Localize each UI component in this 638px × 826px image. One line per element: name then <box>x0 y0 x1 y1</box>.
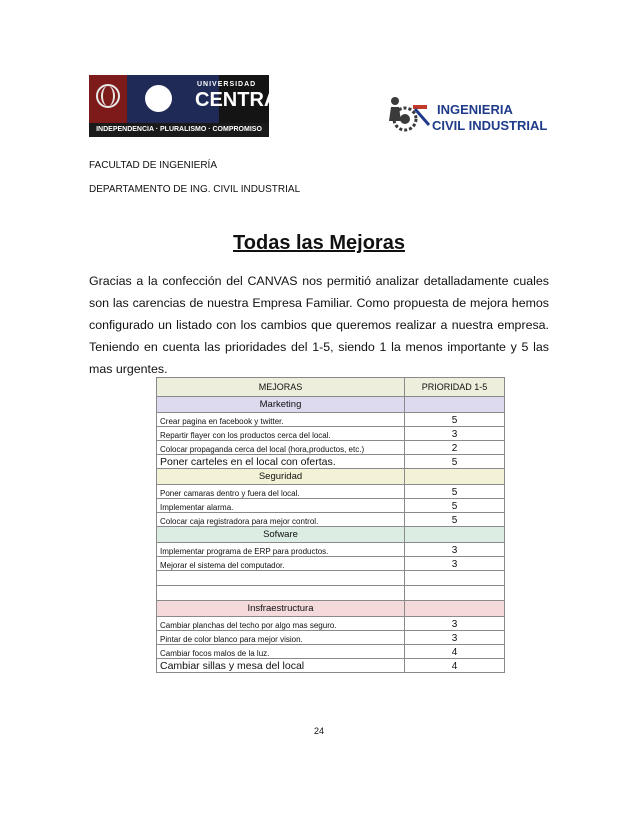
improvement-cell: Poner carteles en el local con ofertas. <box>157 455 405 469</box>
improvement-cell: Poner camaras dentro y fuera del local. <box>157 485 405 499</box>
section-title: Sofware <box>157 527 405 543</box>
priority-cell: 4 <box>405 645 505 659</box>
improvement-cell: Colocar caja registradora para mejor control. <box>157 513 405 527</box>
globe-icon <box>96 84 120 108</box>
improvement-cell: Colocar propaganda cerca del local (hora,productos, etc.) <box>157 441 405 455</box>
priority-cell: 3 <box>405 543 505 557</box>
improvement-cell <box>157 571 405 586</box>
table-row <box>157 659 505 673</box>
logo-red-band <box>89 75 127 123</box>
priority-cell <box>405 571 505 586</box>
priority-cell: 5 <box>405 413 505 427</box>
section-priority-cell <box>405 397 505 413</box>
priority-cell <box>405 586 505 601</box>
logo-top-band <box>89 75 291 123</box>
improvement-cell: Implementar alarma. <box>157 499 405 513</box>
table-row <box>157 586 505 601</box>
table-row <box>157 571 505 586</box>
improvement-cell: Cambiar planchas del techo por algo mas seguro. <box>157 617 405 631</box>
table-row <box>157 513 505 527</box>
moon-emblem-icon <box>145 85 172 112</box>
improvement-cell: Pintar de color blanco para mejor vision. <box>157 631 405 645</box>
table-header-row <box>157 378 505 397</box>
priority-cell: 5 <box>405 455 505 469</box>
ici-logo-line1: INGENIERIA <box>437 102 513 117</box>
section-priority-cell <box>405 601 505 617</box>
section-row <box>157 469 505 485</box>
table-row <box>157 485 505 499</box>
priority-cell: 5 <box>405 513 505 527</box>
priority-cell: 3 <box>405 557 505 571</box>
table-row <box>157 645 505 659</box>
table-row <box>157 557 505 571</box>
column-header-prioridad: PRIORIDAD 1-5 <box>405 378 505 397</box>
section-title: Insfraestructura <box>157 601 405 617</box>
priority-cell: 3 <box>405 617 505 631</box>
improvement-cell: Cambiar sillas y mesa del local <box>157 659 405 673</box>
priority-cell: 5 <box>405 499 505 513</box>
column-header-mejoras: MEJORAS <box>157 378 405 397</box>
priority-cell: 4 <box>405 659 505 673</box>
logo-motto: INDEPENDENCIA · PLURALISMO · COMPROMISO <box>89 123 269 137</box>
improvement-cell: Repartir flayer con los productos cerca del local. <box>157 427 405 441</box>
improvement-cell: Crear pagina en facebook y twitter. <box>157 413 405 427</box>
section-priority-cell <box>405 527 505 543</box>
table-row <box>157 543 505 557</box>
table-row <box>157 455 505 469</box>
improvement-cell: Mejorar el sistema del computador. <box>157 557 405 571</box>
table-row <box>157 631 505 645</box>
table-row <box>157 413 505 427</box>
engineer-gear-icon <box>385 95 431 135</box>
department-label: DEPARTAMENTO DE ING. CIVIL INDUSTRIAL <box>89 184 301 195</box>
section-priority-cell <box>405 469 505 485</box>
section-title: Marketing <box>157 397 405 413</box>
intro-paragraph: Gracias a la confección del CANVAS nos permitió analizar detalladamente cuales son las carencias de nuestra Empresa Familiar. Como propuesta de mejora hemos configurado un listado con los cambios que queremos realizar a nuestra empresa. Teniendo en cuenta las prioridades del 1-5, siendo 1 la menos importante y 5 las mas urgentes. <box>89 274 549 376</box>
page-number: 24 <box>313 726 324 736</box>
section-title: Seguridad <box>157 469 405 485</box>
page-title: Todas las Mejoras <box>233 232 405 254</box>
priority-cell: 5 <box>405 485 505 499</box>
priority-cell: 2 <box>405 441 505 455</box>
ici-logo-line2: CIVIL INDUSTRIAL <box>432 118 548 133</box>
table-row <box>157 499 505 513</box>
logo-name-main: CENTRAL <box>195 89 291 111</box>
priority-cell: 3 <box>405 631 505 645</box>
section-row <box>157 601 505 617</box>
section-row <box>157 397 505 413</box>
table-row <box>157 617 505 631</box>
improvements-table <box>156 377 505 673</box>
section-row <box>157 527 505 543</box>
table-row <box>157 427 505 441</box>
table-row <box>157 441 505 455</box>
universidad-central-logo <box>89 75 291 137</box>
priority-cell: 3 <box>405 427 505 441</box>
improvement-cell: Cambiar focos malos de la luz. <box>157 645 405 659</box>
faculty-label: FACULTAD DE INGENIERÍA <box>89 160 217 171</box>
logo-name-top: UNIVERSIDAD <box>197 81 257 88</box>
improvement-cell: Implementar programa de ERP para productos. <box>157 543 405 557</box>
improvement-cell <box>157 586 405 601</box>
